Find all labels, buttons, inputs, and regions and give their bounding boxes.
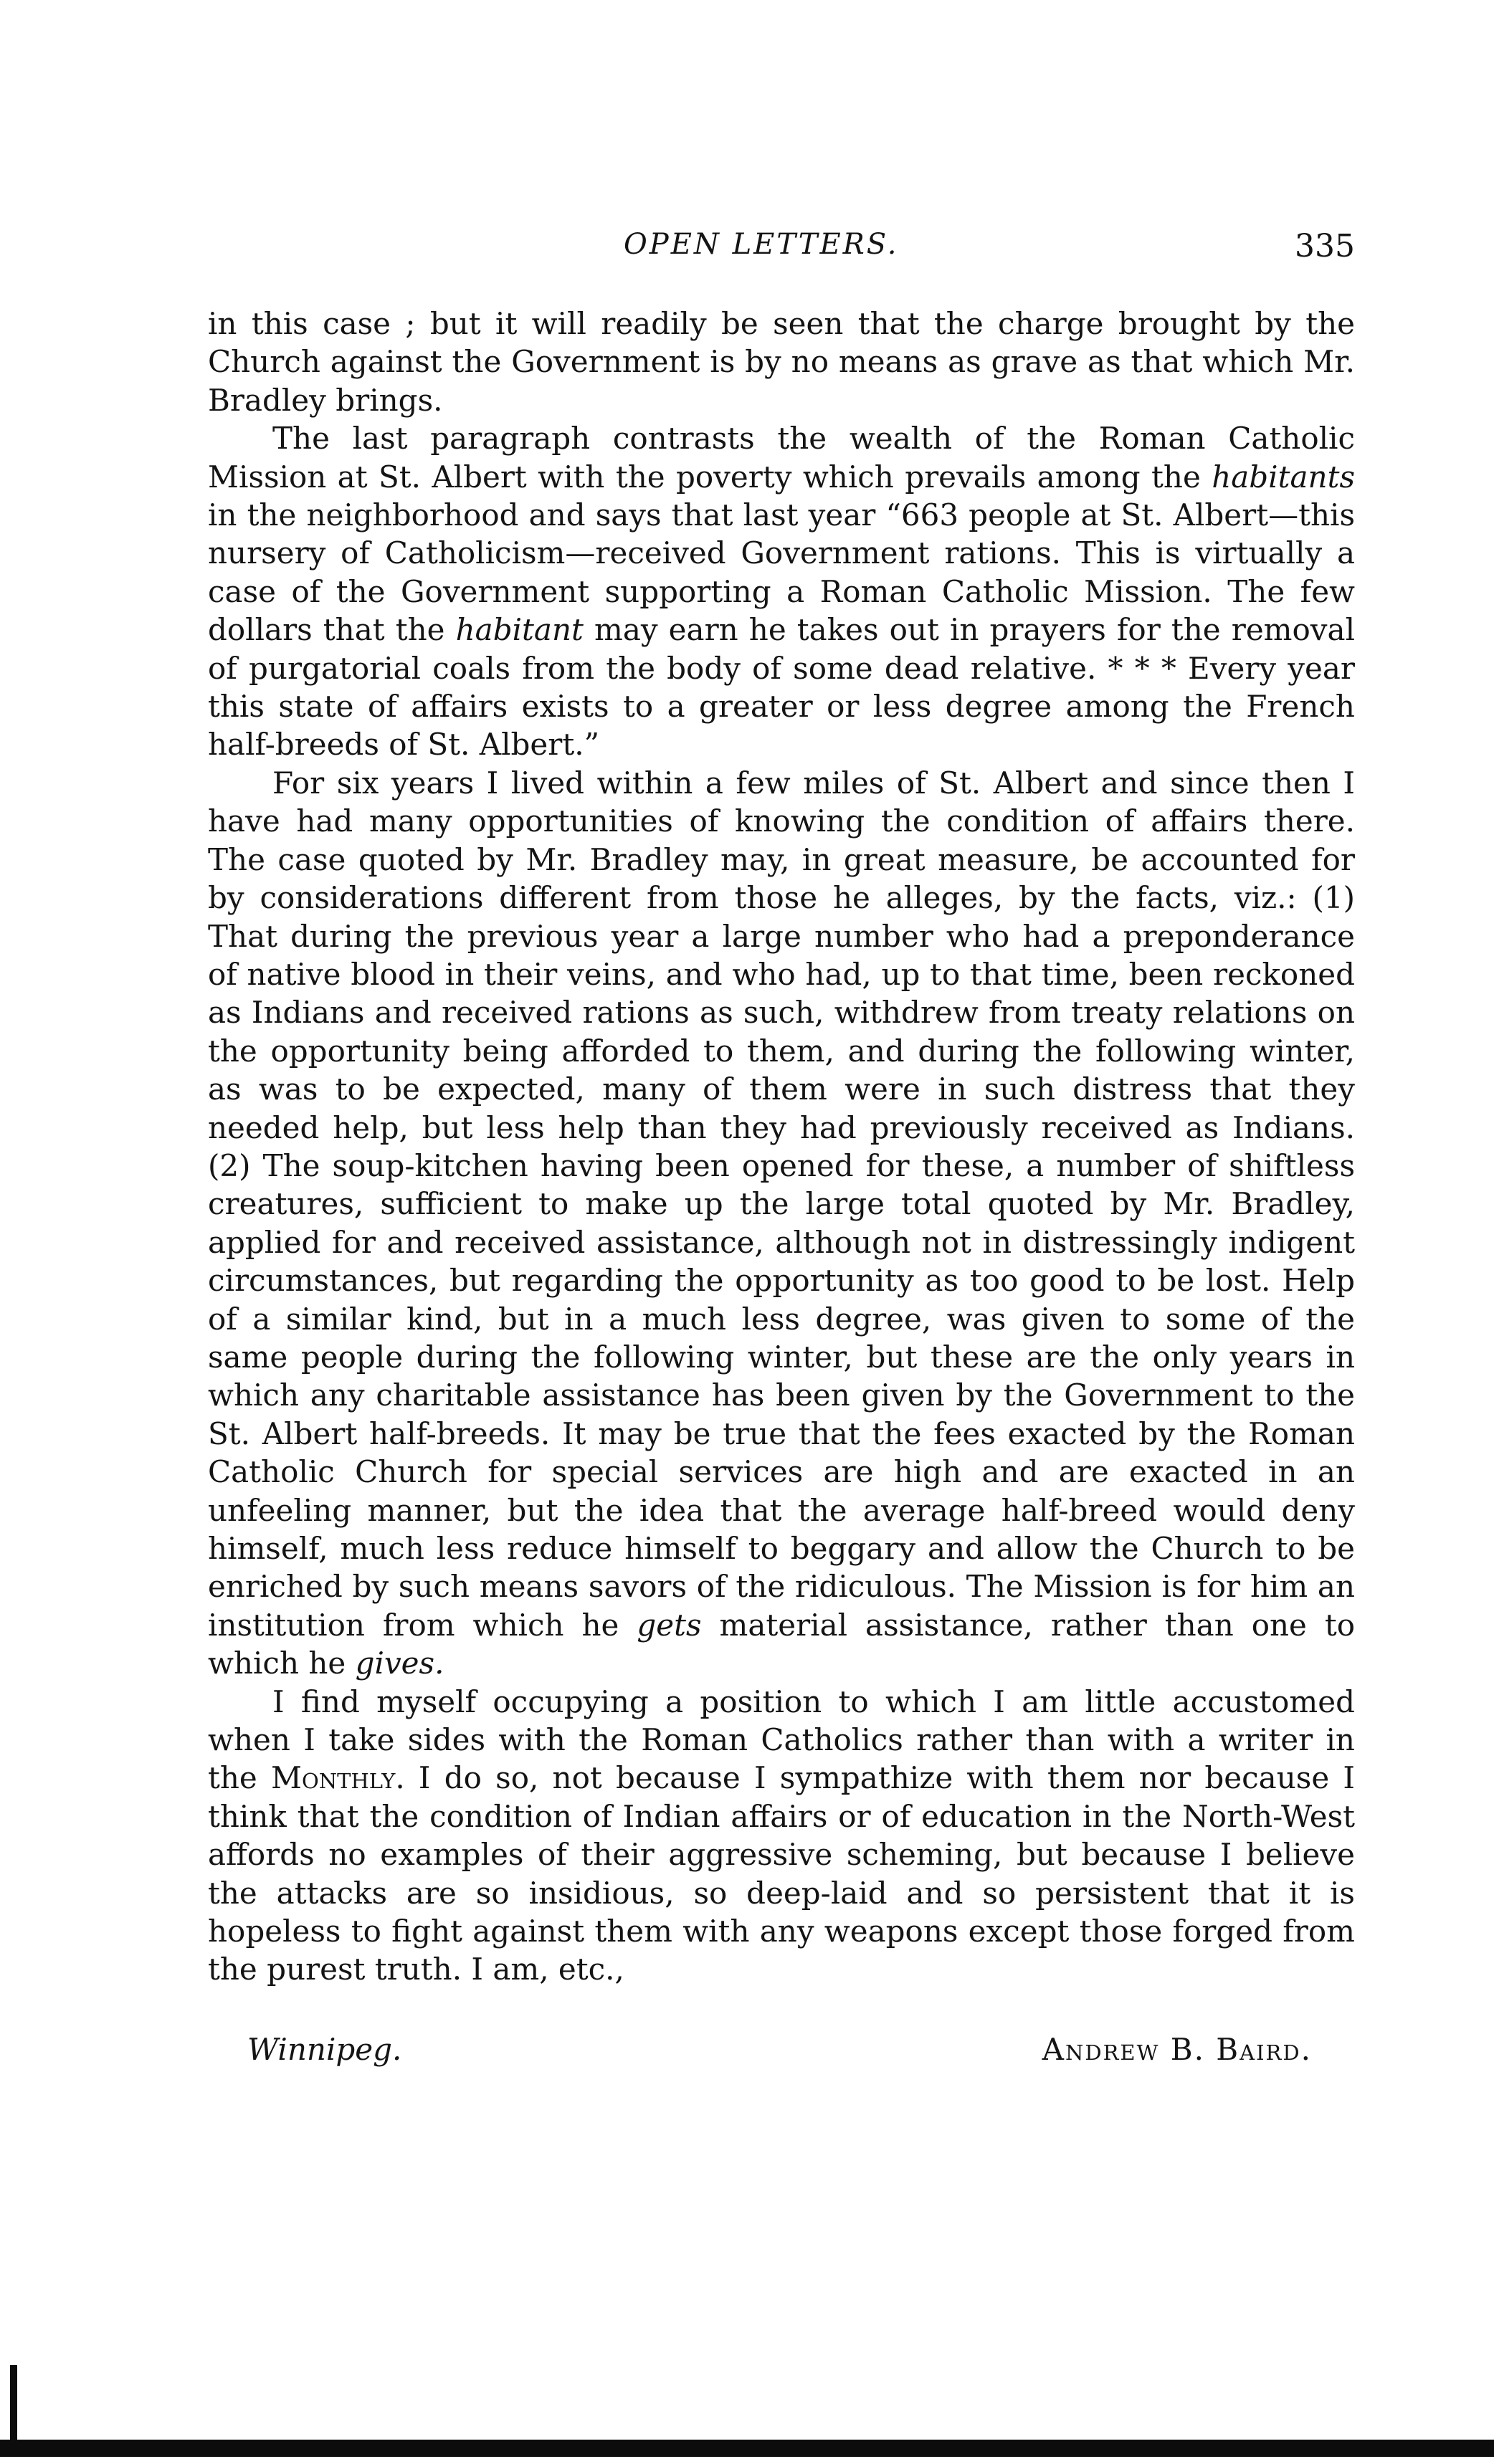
paragraph-2 bbox=[208, 419, 1355, 764]
paragraph-1 bbox=[208, 305, 1355, 419]
paragraph-2-text-b: in the neighborhood and says that last year “663 people at St. Albert—this nursery of Catholicism—received Government rations. This is virtually a case of the Government supporting a Roman Catholic Mission. The few dollars that the bbox=[208, 497, 1355, 648]
paragraph-2-text-a: The last paragraph contrasts the wealth of the Roman Catholic Mission at St. Albert with the poverty which prevails among the bbox=[208, 421, 1355, 495]
paragraph-3-text-b: material assistance, rather than one to which he bbox=[208, 1607, 1355, 1681]
paragraph-3 bbox=[208, 764, 1355, 1683]
italic-gives: gives. bbox=[355, 1646, 444, 1681]
signature-line bbox=[208, 2032, 1355, 2075]
signature-name: Andrew B. Baird. bbox=[1042, 2032, 1312, 2067]
italic-habitants: habitants bbox=[1212, 459, 1355, 495]
paragraph-4-text-a: I find myself occupying a position to which I am little accustomed when I take sides with the Roman Catholics rather than with a writer in the bbox=[208, 1684, 1355, 1796]
running-head: OPEN LETTERS. bbox=[624, 228, 899, 261]
monthly-small-caps: Monthly. bbox=[271, 1760, 405, 1796]
italic-gets: gets bbox=[637, 1607, 702, 1643]
paragraph-3-text-a: For six years I lived within a few miles of St. Albert and since then I have had many opportunities of knowing the condition of affairs there. The case quoted by Mr. Bradley may, in great measure, be accounted for by considerations different from those he alleges, by the facts, viz.: (1) That during the previous year a large number who had a preponderance of native blood in their veins, and who had, up to that time, been reckoned as Indians and received rations as such, withdrew from treaty relations on the opportunity being afforded to them, and during the following winter, as was to be expected, many of them were in such distress that they needed help, but less help than they had previously received as Indians. (2) The soup-kitchen having been opened for these, a number of shiftless creatures, sufficient to make up the large total quoted by Mr. Bradley, applied for and received assistance, although not in distressingly indigent circumstances, but regarding the opportunity as too good to be lost. Help of a similar kind, but in a much less degree, was given to some of the same people during the following winter, but these are the only years in which any charitable assistance has been given by the Government to the St. Albert half-breeds. It may be true that the fees exacted by the Roman Catholic Church for special services are high and are exacted in an unfeeling manner, but the idea that the average half-breed would deny himself, much less reduce himself to beggary and allow the Church to be enriched by such means savors of the ridiculous. The Mission is for him an institution from which he bbox=[208, 765, 1355, 1643]
italic-habitant: habitant bbox=[455, 612, 584, 648]
scan-bottom-rule bbox=[0, 2440, 1494, 2457]
scan-edge-mark bbox=[10, 2365, 17, 2440]
paragraph-1-text: in this case ; but it will readily be seen that the charge brought by the Church against the Government is by no means as grave as that which Mr. Bradley brings. bbox=[208, 306, 1355, 418]
page-number: 335 bbox=[1295, 228, 1355, 264]
paragraph-4-text-b: I do so, not because I sympathize with them nor because I think that the condition of Indian affairs or of education in the North-West affords no examples of their aggressive scheming, but because I believe the attacks are so insidious, so deep-laid and so persistent that it is hopeless to fight against them with any weapons except those forged from the purest truth. I am, etc., bbox=[208, 1760, 1355, 1987]
paragraph-4 bbox=[208, 1683, 1355, 1989]
letter-body bbox=[208, 305, 1355, 1989]
page-header bbox=[208, 228, 1355, 271]
signature-place: Winnipeg. bbox=[247, 2032, 402, 2067]
paragraph-2-text-c: may earn he takes out in prayers for the removal of purgatorial coals from the body of some dead relative. * * * Every year this state of affairs exists to a greater or less degree among the French half-breeds of St. Albert.” bbox=[208, 612, 1355, 763]
